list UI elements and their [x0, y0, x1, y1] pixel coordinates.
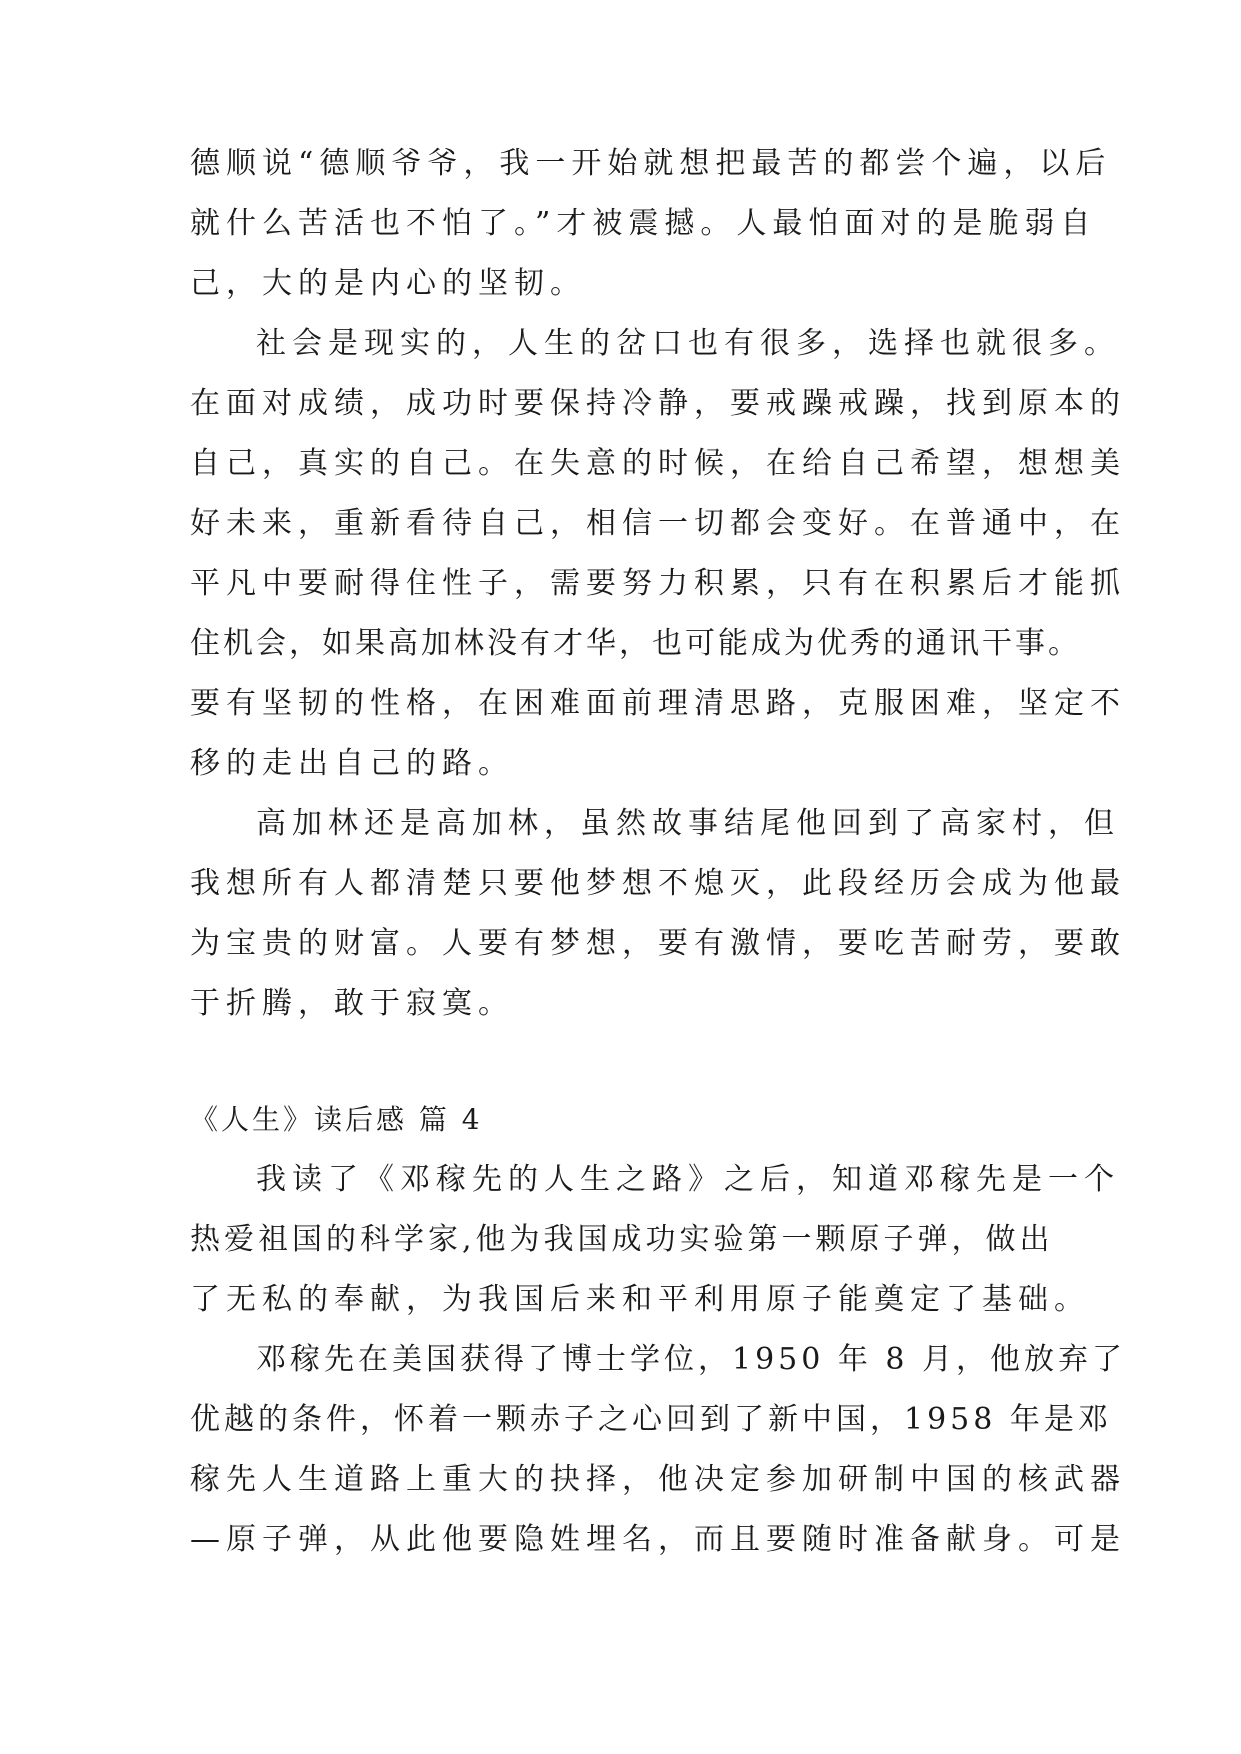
text-line: 我读了《邓稼先的人生之路》之后，知道邓稼先是一个 — [256, 1162, 1120, 1197]
section-heading-block — [190, 1090, 1050, 1150]
text-line: —原子弹，从此他要隐姓埋名，而且要随时准备献身。可是 — [190, 1522, 1126, 1557]
text-line: 移的走出自己的路。 — [190, 746, 514, 781]
text-line: 德顺说“德顺爷爷，我一开始就想把最苦的都尝个遍，以后 — [190, 146, 1112, 181]
text-line: 自己，真实的自己。在失意的时候，在给自己希望，想想美 — [190, 446, 1126, 481]
text-line: 为宝贵的财富。人要有梦想，要有激情，要吃苦耐劳，要敢 — [190, 926, 1126, 961]
text-line: 热爱祖国的科学家,他为我国成功实验第一颗原子弹，做出 — [190, 1222, 1054, 1257]
text-line: 在面对成绩，成功时要保持冷静，要戒躁戒躁，找到原本的 — [190, 386, 1126, 421]
text-line: 己，大的是内心的坚韧。 — [190, 266, 586, 301]
text-line: 平凡中要耐得住性子，需要努力积累，只有在积累后才能抓 — [190, 566, 1126, 601]
text-line: 于折腾，敢于寂寞。 — [190, 986, 514, 1021]
text-line: 了无私的奉献，为我国后来和平利用原子能奠定了基础。 — [190, 1282, 1090, 1317]
text-line: 就什么苦活也不怕了。”才被震撼。人最怕面对的是脆弱自 — [190, 206, 1097, 241]
text-line: 邓稼先在美国获得了博士学位，1950 年 8 月，他放弃了 — [256, 1342, 1127, 1377]
text-line: 稼先人生道路上重大的抉择，他决定参加研制中国的核武器 — [190, 1462, 1126, 1497]
body-text-bottom — [190, 1150, 1127, 1570]
text-line: 好未来，重新看待自己，相信一切都会变好。在普通中，在 — [190, 506, 1126, 541]
body-text-top — [190, 134, 1126, 1034]
section-heading: 《人生》读后感 篇 4 — [190, 1103, 483, 1136]
text-line: 高加林还是高加林，虽然故事结尾他回到了高家村，但 — [256, 806, 1120, 841]
text-line: 我想所有人都清楚只要他梦想不熄灭，此段经历会成为他最 — [190, 866, 1126, 901]
text-line: 要有坚韧的性格，在困难面前理清思路，克服困难，坚定不 — [190, 686, 1126, 721]
text-line: 住机会，如果高加林没有才华，也可能成为优秀的通讯干事。 — [190, 626, 1081, 661]
text-line: 优越的条件，怀着一颗赤子之心回到了新中国，1958 年是邓 — [190, 1402, 1112, 1437]
text-line: 社会是现实的，人生的岔口也有很多，选择也就很多。 — [256, 326, 1120, 361]
